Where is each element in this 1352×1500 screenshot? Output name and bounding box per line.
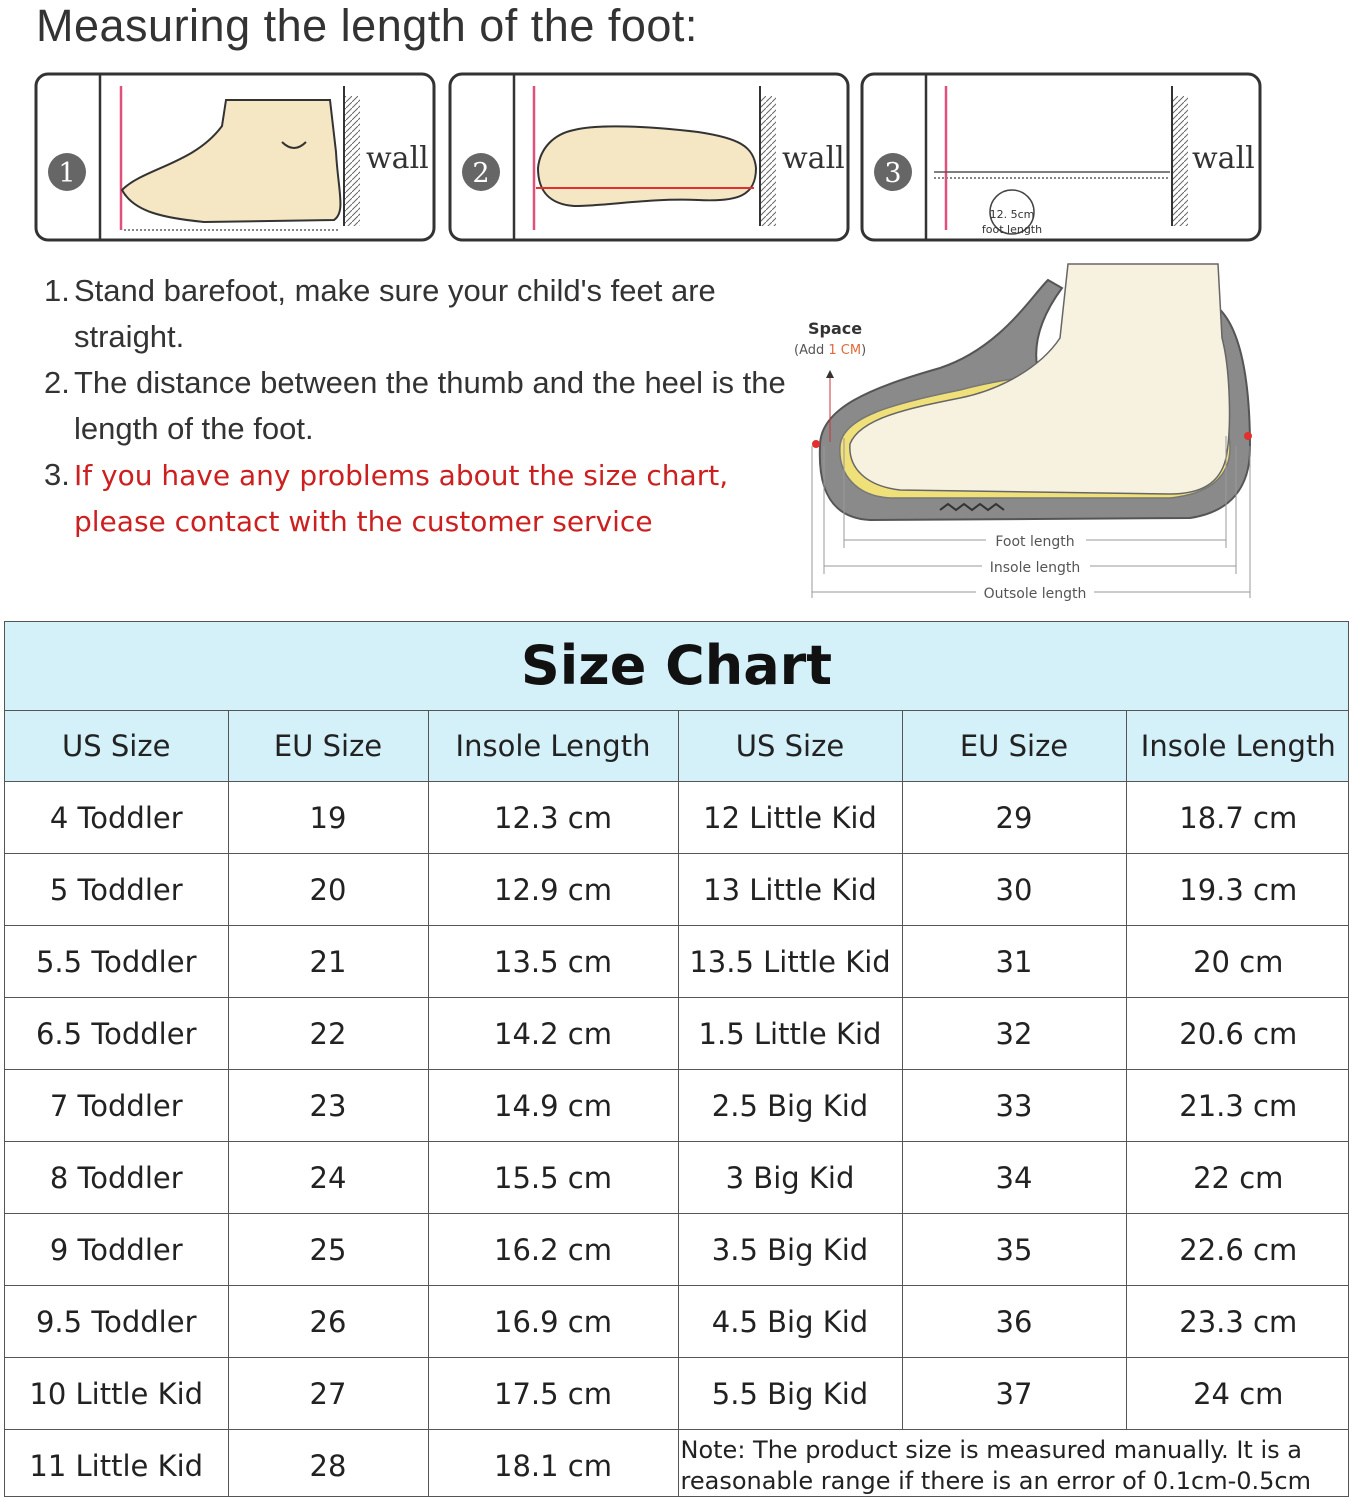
header-us-size: US Size <box>5 711 228 782</box>
outsole-length-label: Outsole length <box>983 586 1087 602</box>
step-2: 2. The distance between the thumb and the heel is the length of the foot. <box>44 365 786 446</box>
wall-label: wall <box>782 141 845 176</box>
table-cell: 18.7 cm <box>1126 782 1349 854</box>
step-panel-1 <box>34 72 438 242</box>
table-cell: 20 <box>228 854 428 926</box>
foot-top-illustration <box>538 126 756 206</box>
svg-text:1: 1 <box>58 158 76 189</box>
svg-text:2: 2 <box>472 158 490 189</box>
table-row <box>5 1358 1349 1430</box>
table-cell: 20.6 cm <box>1126 998 1349 1070</box>
table-cell: 13.5 Little Kid <box>678 926 902 998</box>
table-cell: 26 <box>228 1286 428 1358</box>
measure-caption: foot length <box>981 223 1043 236</box>
table-cell: 16.2 cm <box>428 1214 678 1286</box>
header-eu-size: EU Size <box>902 711 1126 782</box>
table-cell: 23.3 cm <box>1126 1286 1349 1358</box>
table-cell: 5.5 Toddler <box>5 926 228 998</box>
size-chart-title: Size Chart <box>5 622 1348 711</box>
step-panel-2 <box>448 72 852 242</box>
measurement-note: Note: The product size is measured manually. It is a reasonable range if there is an error of 0.1cm-0.5cm <box>678 1430 1349 1498</box>
table-cell: 34 <box>902 1142 1126 1214</box>
table-cell: 19 <box>228 782 428 854</box>
table-row <box>5 1142 1349 1214</box>
svg-text:3: 3 <box>884 158 902 189</box>
foot-length-label: Foot length <box>995 534 1075 550</box>
table-cell: 37 <box>902 1358 1126 1430</box>
table-row <box>5 1214 1349 1286</box>
measurement-steps <box>44 268 804 544</box>
table-cell: 32 <box>902 998 1126 1070</box>
table-cell: 22 cm <box>1126 1142 1349 1214</box>
table-cell: 35 <box>902 1214 1126 1286</box>
step-1: 1. Stand barefoot, make sure your child's feet are straight. <box>44 273 716 354</box>
table-row <box>5 1430 1349 1498</box>
table-cell: 15.5 cm <box>428 1142 678 1214</box>
table-cell: 4.5 Big Kid <box>678 1286 902 1358</box>
table-cell: 25 <box>228 1214 428 1286</box>
table-cell: 4 Toddler <box>5 782 228 854</box>
wall-label: wall <box>1192 141 1255 176</box>
table-cell: 24 <box>228 1142 428 1214</box>
table-cell: 7 Toddler <box>5 1070 228 1142</box>
table-row <box>5 1070 1349 1142</box>
table-cell: 14.2 cm <box>428 998 678 1070</box>
table-cell: 36 <box>902 1286 1126 1358</box>
table-row <box>5 926 1349 998</box>
wall-hatch <box>1172 96 1188 226</box>
table-cell: 8 Toddler <box>5 1142 228 1214</box>
table-cell: 1.5 Little Kid <box>678 998 902 1070</box>
table-cell: 33 <box>902 1070 1126 1142</box>
table-cell: 3 Big Kid <box>678 1142 902 1214</box>
table-row <box>5 854 1349 926</box>
insole-length-label: Insole length <box>989 560 1081 576</box>
header-us-size: US Size <box>678 711 902 782</box>
table-row <box>5 782 1349 854</box>
table-cell: 31 <box>902 926 1126 998</box>
table-cell: 13 Little Kid <box>678 854 902 926</box>
table-row <box>5 998 1349 1070</box>
table-cell: 3.5 Big Kid <box>678 1214 902 1286</box>
table-cell: 18.1 cm <box>428 1430 678 1498</box>
wall-label: wall <box>366 141 429 176</box>
table-cell: 5.5 Big Kid <box>678 1358 902 1430</box>
table-cell: 22 <box>228 998 428 1070</box>
table-cell: 6.5 Toddler <box>5 998 228 1070</box>
table-cell: 16.9 cm <box>428 1286 678 1358</box>
page-heading: Measuring the length of the foot: <box>36 0 698 51</box>
table-cell: 12.9 cm <box>428 854 678 926</box>
size-table <box>5 711 1349 1497</box>
table-cell: 2.5 Big Kid <box>678 1070 902 1142</box>
table-cell: 30 <box>902 854 1126 926</box>
measure-value: 12. 5cm <box>989 208 1035 221</box>
wall-hatch <box>344 96 360 226</box>
table-cell: 29 <box>902 782 1126 854</box>
table-cell: 23 <box>228 1070 428 1142</box>
table-cell: 14.9 cm <box>428 1070 678 1142</box>
step-3: 3. If you have any problems about the size chart, please contact with the customer service <box>44 457 729 538</box>
table-cell: 19.3 cm <box>1126 854 1349 926</box>
table-cell: 21.3 cm <box>1126 1070 1349 1142</box>
header-insole-length: Insole Length <box>428 711 678 782</box>
table-cell: 21 <box>228 926 428 998</box>
header-eu-size: EU Size <box>228 711 428 782</box>
table-cell: 10 Little Kid <box>5 1358 228 1430</box>
table-cell: 5 Toddler <box>5 854 228 926</box>
space-label: Space <box>808 319 863 338</box>
shoe-measurement-diagram <box>790 258 1260 608</box>
table-cell: 24 cm <box>1126 1358 1349 1430</box>
table-cell: 12 Little Kid <box>678 782 902 854</box>
table-cell: 12.3 cm <box>428 782 678 854</box>
wall-hatch <box>760 96 776 226</box>
table-cell: 27 <box>228 1358 428 1430</box>
table-cell: 17.5 cm <box>428 1358 678 1430</box>
table-cell: 13.5 cm <box>428 926 678 998</box>
table-cell: 20 cm <box>1126 926 1349 998</box>
space-note: (Add 1 CM) <box>794 343 867 358</box>
size-chart <box>4 621 1349 1497</box>
table-cell: 11 Little Kid <box>5 1430 228 1498</box>
table-header-row <box>5 711 1349 782</box>
table-cell: 22.6 cm <box>1126 1214 1349 1286</box>
step-panel-3 <box>860 72 1264 242</box>
table-cell: 9.5 Toddler <box>5 1286 228 1358</box>
table-row <box>5 1286 1349 1358</box>
table-cell: 28 <box>228 1430 428 1498</box>
header-insole-length: Insole Length <box>1126 711 1349 782</box>
table-cell: 9 Toddler <box>5 1214 228 1286</box>
